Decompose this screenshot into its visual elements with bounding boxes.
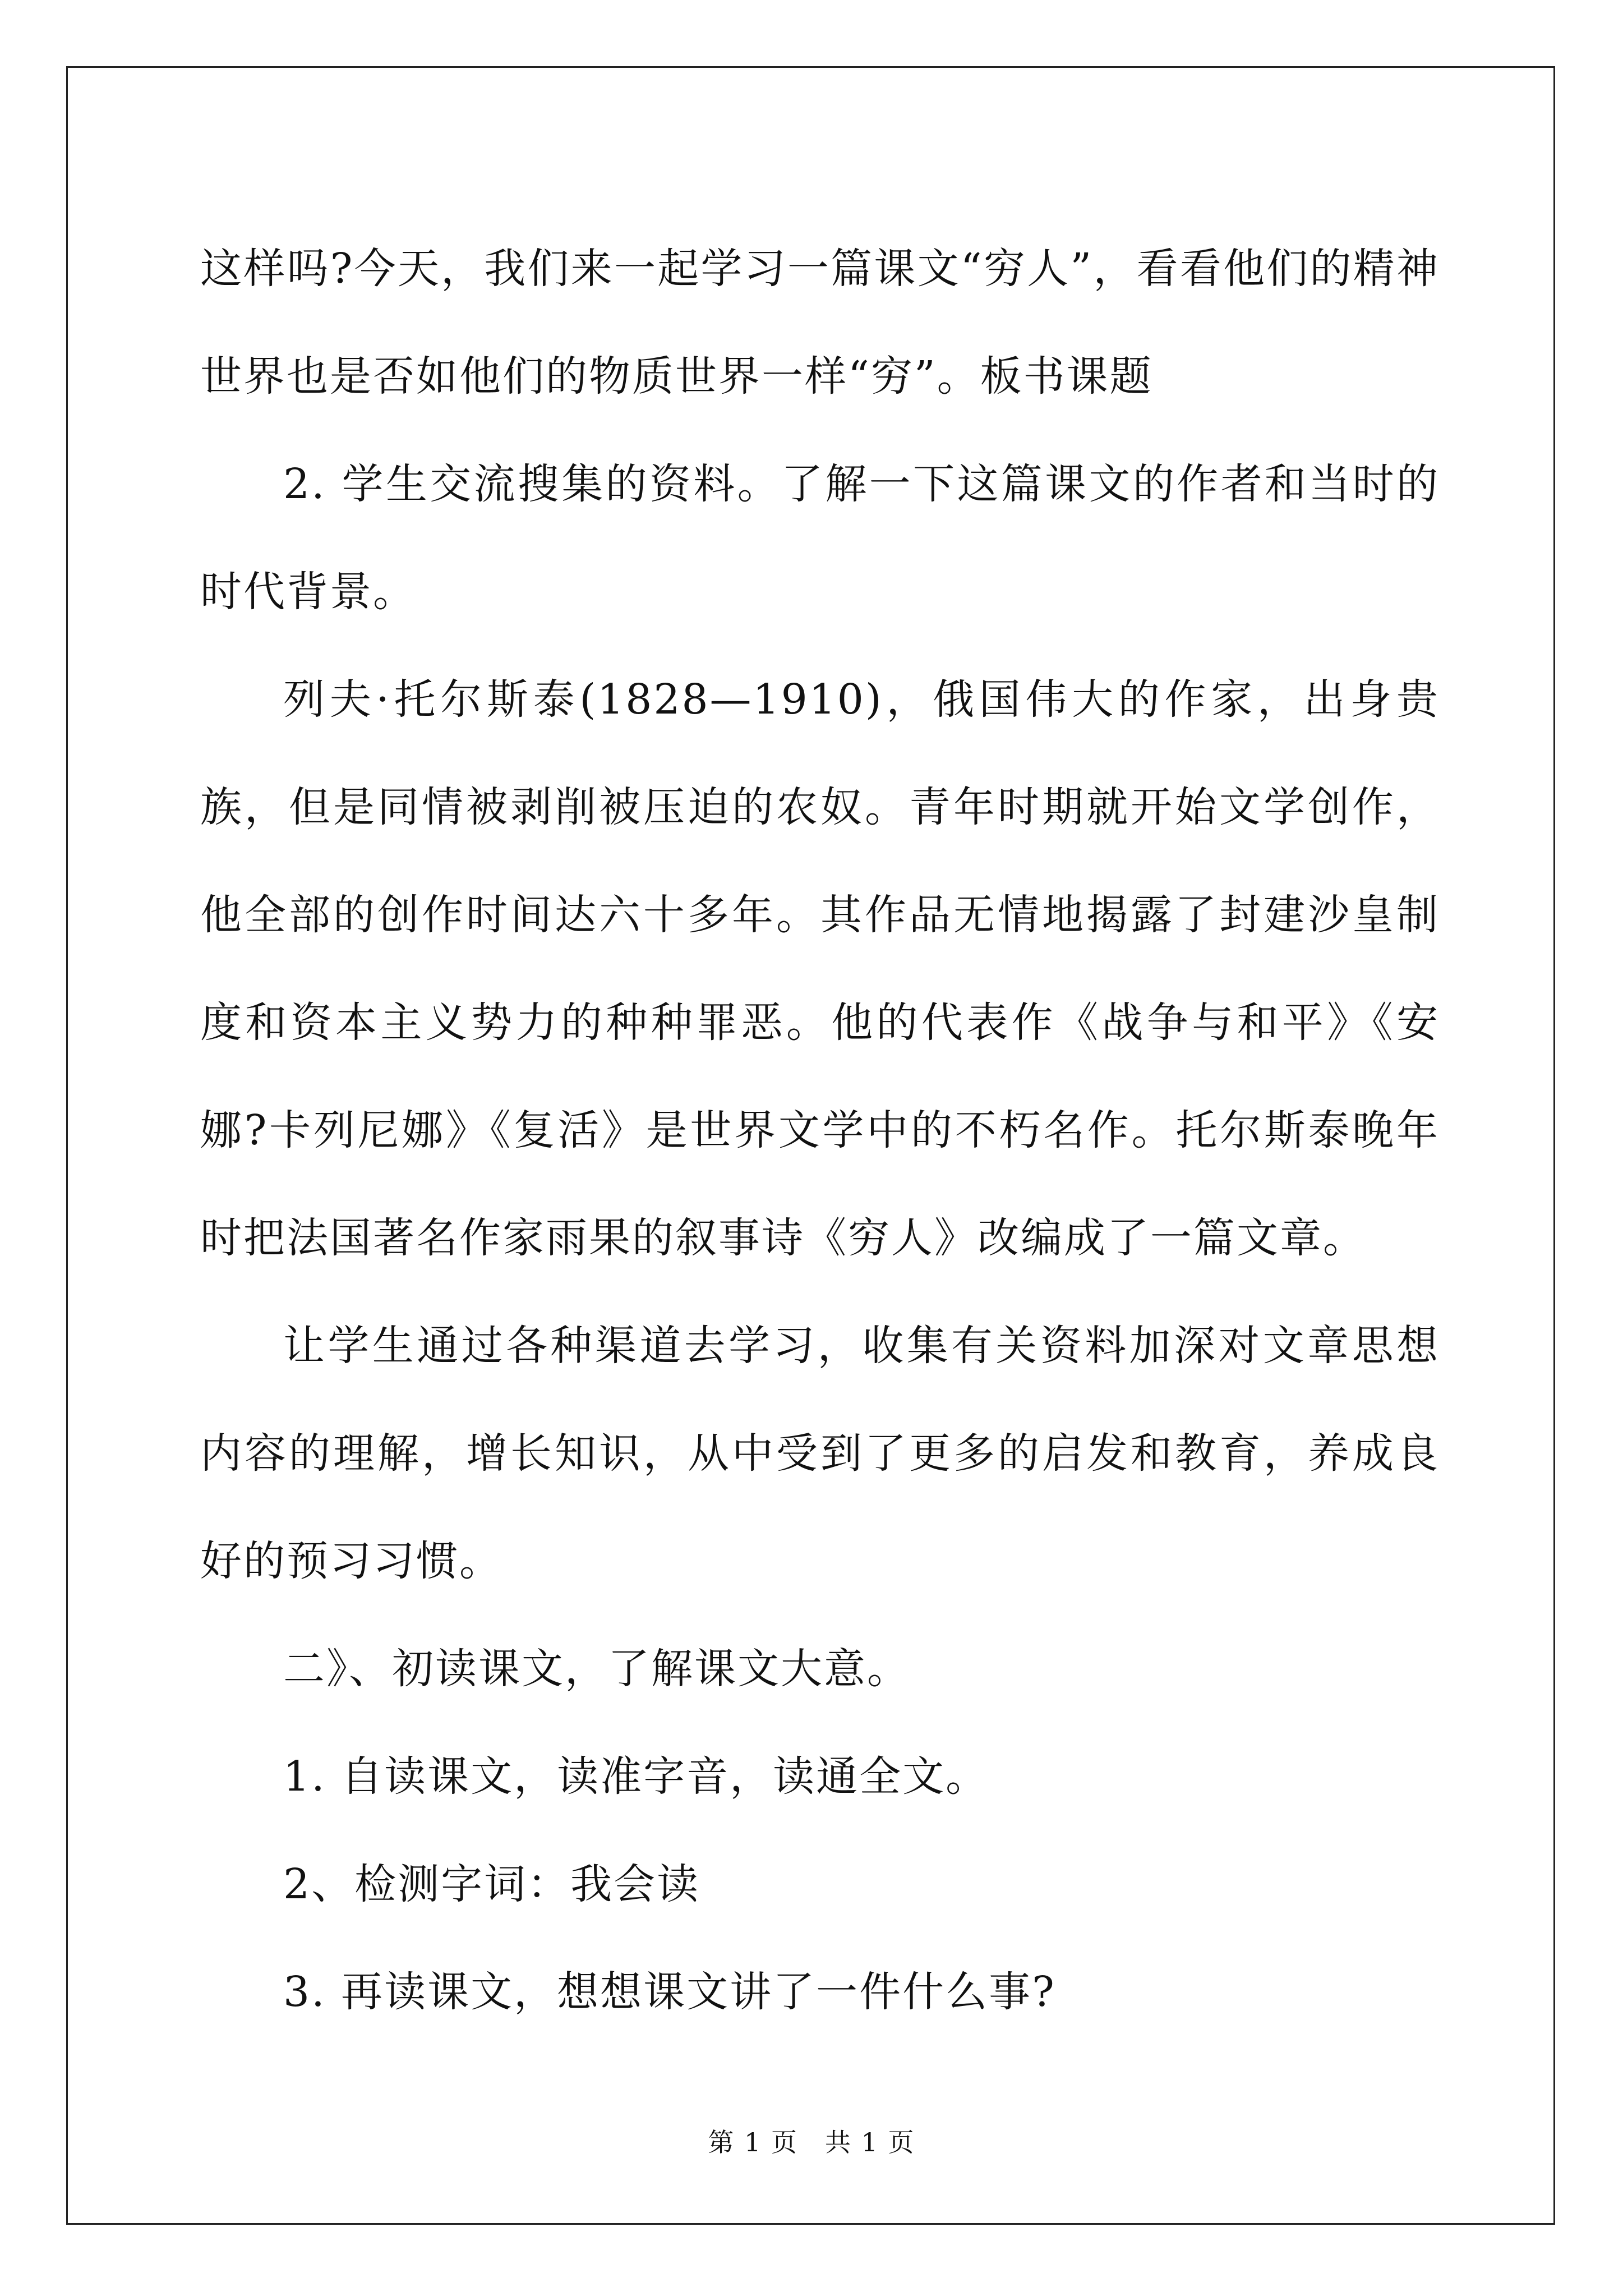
page-number-footer: 第 1 页 共 1 页 <box>708 2127 915 2157</box>
section-heading-first-reading: 二》、初读课文，了解课文大意。 <box>283 1645 910 1693</box>
list-item-1: 1. 自读课文，读准字音，读通全文。 <box>283 1752 989 1801</box>
list-item-3: 3. 再读课文，想想课文讲了一件什么事? <box>283 1968 1056 2016</box>
paragraph-step-2: 2. 学生交流搜集的资料。了解一下这篇课文的作者和当时的时代背景。 <box>200 460 1440 616</box>
document-body <box>200 215 1440 2046</box>
paragraph-study-note: 让学生通过各种渠道去学习，收集有关资料加深对文章思想内容的理解，增长知识，从中受到了更多的启发和教育，养成良好的预习习惯。 <box>200 1322 1440 1585</box>
list-item-2: 2、检测字词：我会读 <box>283 1860 700 1908</box>
paragraph-author-bio: 列夫·托尔斯泰(1828—1910)，俄国伟大的作家，出身贵族，但是同情被剥削被压迫的农奴。青年时期就开始文学创作，他全部的创作时间达六十多年。其作品无情地揭露了封建沙皇制度和资本主义势力的种种罪恶。他的代表作《战争与和平》《安娜?卡列尼娜》《复活》是世界文学中的不朽名作。托尔斯泰晚年时把法国著名作家雨果的叙事诗《穷人》改编成了一篇文章。 <box>200 675 1440 1262</box>
paragraph-intro: 这样吗?今天，我们来一起学习一篇课文“穷人”，看看他们的精神世界也是否如他们的物质世界一样“穷”。板书课题 <box>200 245 1440 401</box>
